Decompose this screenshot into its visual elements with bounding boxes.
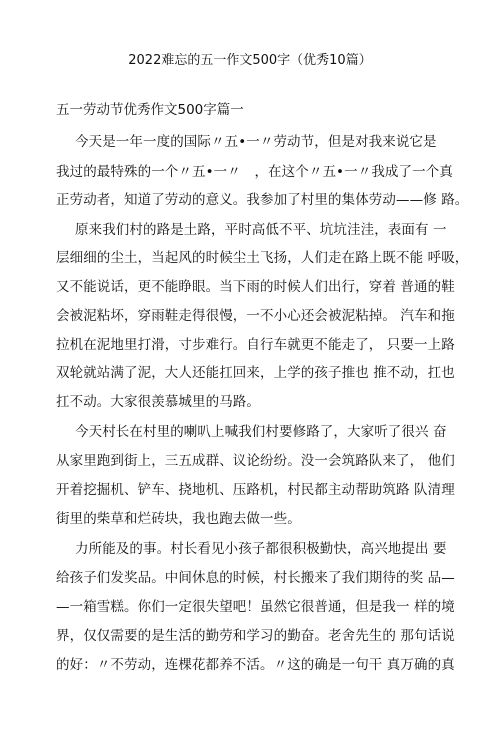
paragraph-line: 的好：〃不劳动，连棵花都养不活。〃这的确是一句干 真万确的真 (56, 657, 455, 673)
paragraph-line: —一箱雪糕。你们一定很失望吧！虽然它很普通，但是我一 样的境 (56, 599, 455, 615)
paragraph-line: 双轮就站满了泥，大人还能扛回来，上学的孩子推也 推不动，扛也 (56, 365, 455, 381)
paragraph-line: 会被泥粘坏，穿雨鞋走得很慢，一不小心还会被泥粘掉。 汽车和拖 (56, 308, 455, 324)
paragraph-line: 界，仅仅需要的是生活的勤劳和学习的勤奋。老舍先生的 那句话说 (56, 628, 455, 644)
paragraph-line: 力所能及的事。村长看见小孩子都很积极勤快，高兴地提出 要 (75, 541, 447, 557)
paragraph-line: 今天是一年一度的国际〃五•一〃劳动节，但是对我来说它是 (75, 134, 437, 150)
paragraph-line: 原来我们村的路是土路，平时高低不平、坑坑洼洼，表面有 一 (75, 222, 447, 238)
paragraph-line: 层细细的尘土，当起风的时候尘土飞扬，人们走在路上既不能 呼吸， (56, 250, 469, 266)
paragraph-line: 扛不动。大家很羡慕城里的马路。 (56, 394, 260, 410)
paragraph-line: 街里的柴草和烂砖块，我也跑去做一些。 (56, 511, 301, 527)
paragraph-line: 正劳动者，知道了劳动的意义。我参加了村里的集体劳动——修 路。 (56, 192, 469, 208)
paragraph-line: 又不能说话，更不能睁眼。当下雨的时候人们出行，穿着 普通的鞋 (56, 279, 455, 295)
paragraph-line: 拉机在泥地里打滑，寸步难行。自行车就更不能走了， 只要一上路 (56, 337, 455, 353)
section-heading: 五一劳动节优秀作文500字篇一 (56, 102, 244, 118)
paragraph-line: 给孩子们发奖品。中间休息的时候，村长搬来了我们期待的奖 品— (56, 570, 455, 586)
document-title: 2022难忘的五一作文500字（优秀10篇） (128, 53, 372, 68)
paragraph-line: 我过的最特殊的一个〃五•一〃 ，在这个〃五•一〃我成了一个真 (56, 164, 453, 180)
paragraph-line: 今天村长在村里的喇叭上喊我们村要修路了，大家听了很兴 奋 (75, 424, 447, 440)
paragraph-line: 从家里跑到街上，三五成群、议论纷纷。没一会筑路队来了， 他们 (56, 453, 455, 469)
paragraph-line: 开着挖掘机、铲车、挠地机、压路机，村民都主动帮助筑路 队清理 (56, 482, 455, 498)
